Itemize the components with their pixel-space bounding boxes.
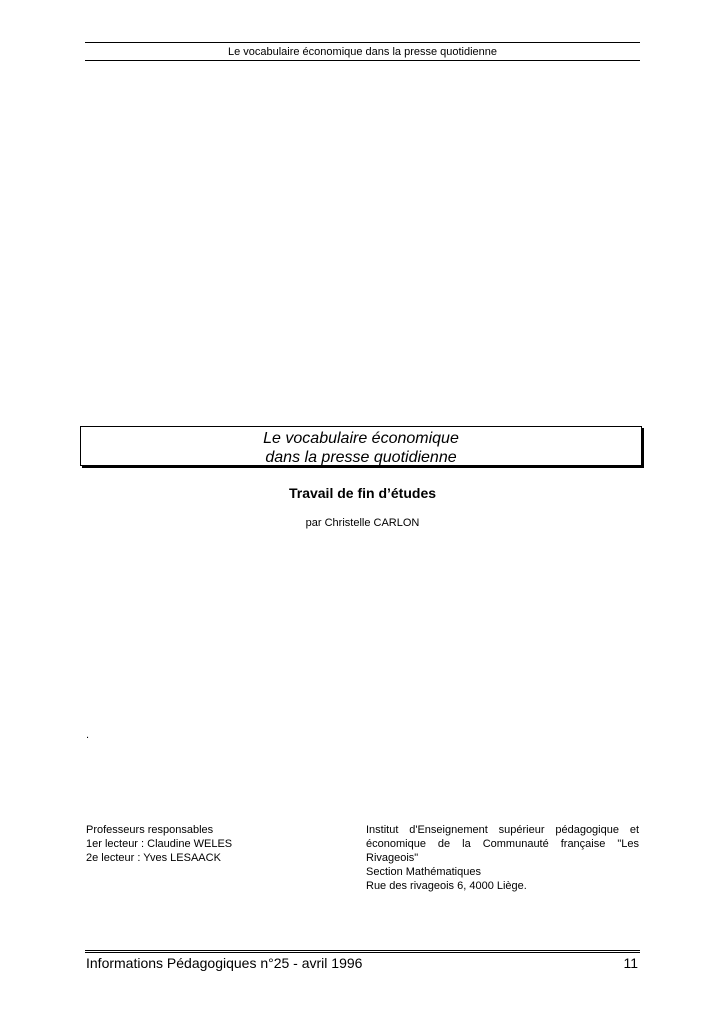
- title-box: [80, 426, 642, 466]
- subtitle: Travail de fin d’études: [288, 485, 437, 501]
- first-reader: 1er lecteur : Claudine WELES: [86, 838, 233, 850]
- second-reader: 2e lecteur : Yves LESAACK: [86, 852, 221, 864]
- footer-rule-bottom: [85, 952, 640, 953]
- stray-dot: .: [86, 729, 90, 741]
- footer-rule-top: [85, 950, 640, 951]
- institution-block: [366, 823, 639, 893]
- supervisors-heading: Professeurs responsables: [86, 824, 214, 836]
- header-bottom-rule: [85, 60, 640, 61]
- title-line-2: dans la presse quotidienne: [265, 449, 457, 466]
- supervisors-block: [86, 823, 346, 865]
- header-top-rule: [85, 42, 640, 43]
- section-name: Section Mathématiques: [366, 866, 481, 878]
- institution-address: Rue des rivageois 6, 4000 Liège.: [366, 880, 527, 892]
- running-header: Le vocabulaire économique dans la presse quotidienne: [227, 46, 498, 58]
- footer-publication: Informations Pédagogiques n°25 - avril 1996: [86, 955, 363, 971]
- institution-name: Institut d'Enseignement supérieur pédagogique et économique de la Communauté française "Les Rivageois": [366, 824, 639, 864]
- page-number: 11: [623, 955, 638, 971]
- title-line-1: Le vocabulaire économique: [263, 430, 459, 447]
- author-line: par Christelle CARLON: [305, 517, 420, 529]
